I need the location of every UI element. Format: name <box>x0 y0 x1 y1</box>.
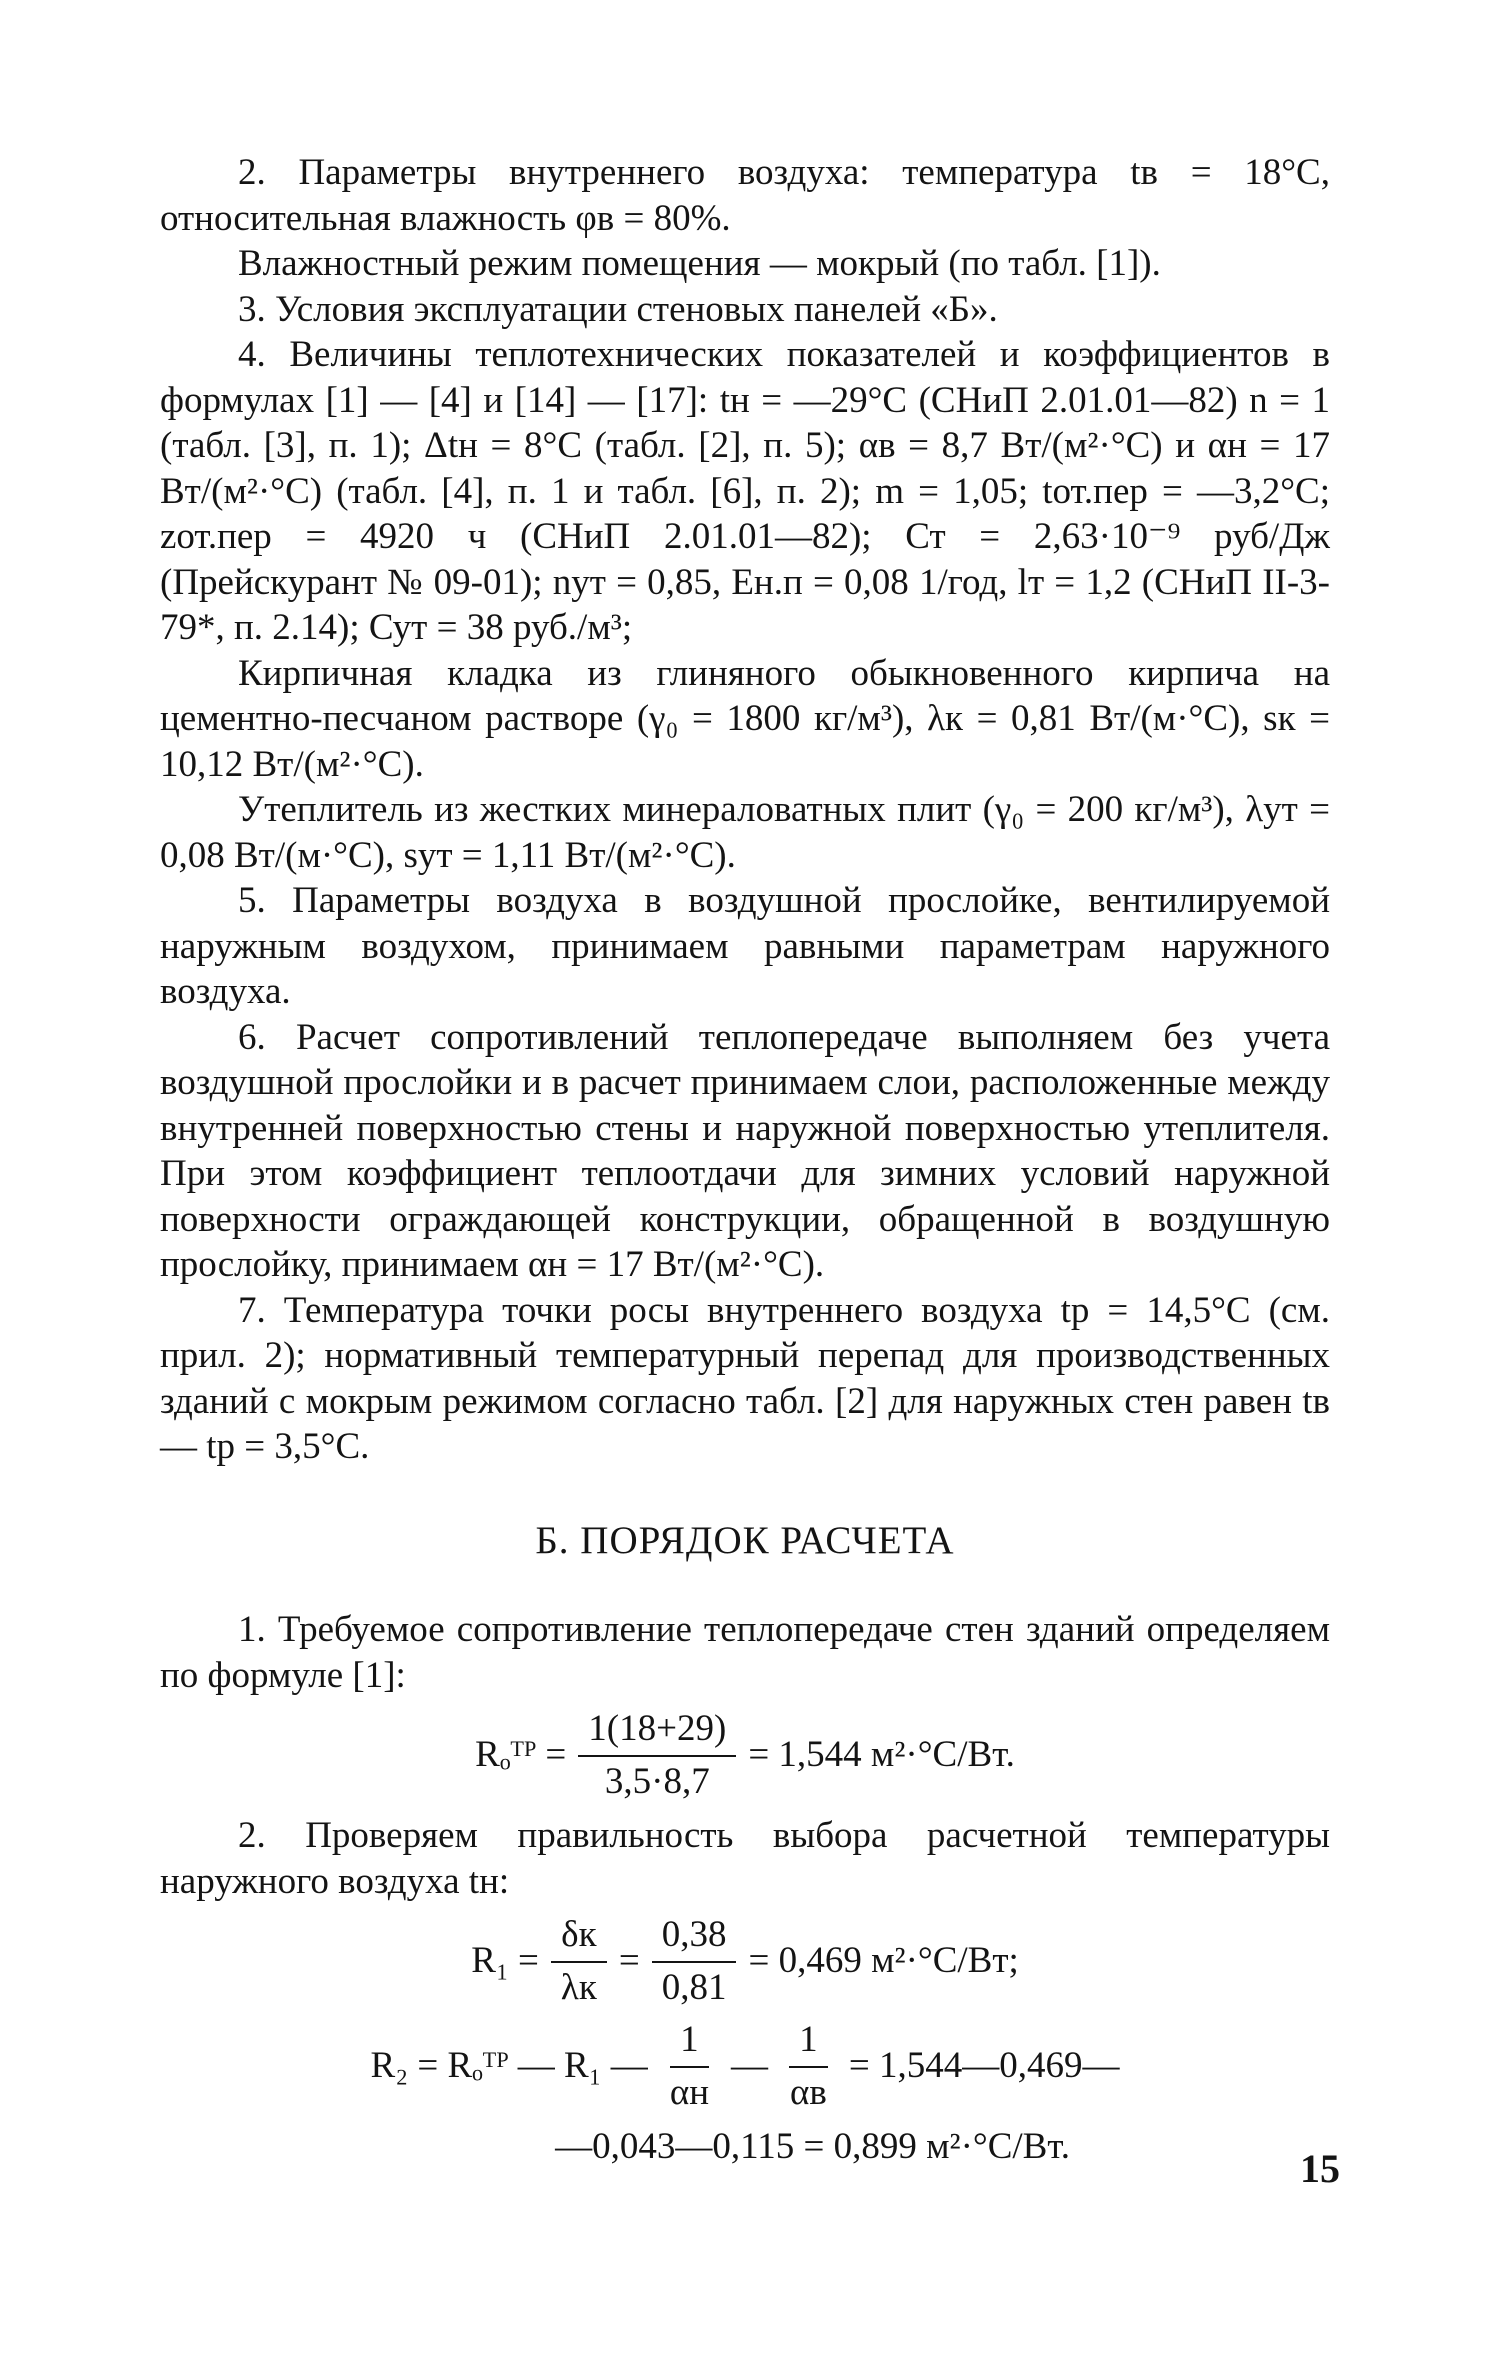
paragraph-insulation: Утеплитель из жестких минераловатных плит (γ₀ = 200 кг/м³), λут = 0,08 Вт/(м·°С), sут = 1,11 Вт/(м²·°С). <box>160 789 1330 876</box>
paragraph-step-1: 1. Требуемое сопротивление теплопередаче стен зданий определяем по формуле [1]: <box>160 1609 1330 1696</box>
paragraph-humidity-mode: Влажностный режим помещения — мокрый (по табл. [1]). <box>238 243 1161 284</box>
numerator: 0,38 <box>652 1914 737 1963</box>
paragraph-brickwork: Кирпичная кладка из глиняного обыкновенного кирпича на цементно-песчаном растворе (γ₀ = 1800 кг/м³), λк = 0,81 Вт/(м·°С), sк = 10,12 Вт/(м²·°С). <box>160 652 1330 785</box>
formula-r2-continuation: —0,043—0,115 = 0,899 м²·°С/Вт. <box>555 2126 1070 2168</box>
formula-r2 <box>160 2019 1330 2114</box>
formula-rhs: = 0,469 м²·°С/Вт; <box>748 1940 1019 1982</box>
paragraph-thermal-values: 4. Величины теплотехнических показателей и коэффициентов в формулах [1] — [4] и [14] — [17]: tн = —29°С (СНиП 2.01.01—82) n = 1 (табл. [3], п. 1); Δtн = 8°С (табл. [2], п. 5); αв = 8,7 Вт/(м²·°С) и αн = 17 Вт/(м²·°С) (табл. [4], п. 1 и табл. [6], п. 2); m = 1,05; tот.пер = —3,2°С; zот.пер = 4920 ч (СНиП 2.01.01—82); Ст = 2,63·10⁻⁹ руб/Дж (Прейскурант № 09-01); nут = 0,85, Ен.п = 0,08 1/год, lт = 1,2 (СНиП II-3-79*, п. 2.14); Сут = 38 руб./м³; <box>160 334 1330 648</box>
denominator: αв <box>790 2071 827 2113</box>
fraction <box>551 1914 607 2009</box>
fraction <box>652 1914 737 2009</box>
paragraph-dew-point: 7. Температура точки росы внутреннего воздуха tр = 14,5°С (см. прил. 2); нормативный температурный перепад для производственных зданий с мокрым режимом согласно табл. [2] для наружных стен равен tв — tр = 3,5°С. <box>160 1289 1330 1467</box>
formula-lhs: R₂ = Rₒᵀᴾ — R₁ — <box>370 2045 648 2087</box>
numerator: 1 <box>789 2019 828 2068</box>
denominator: 0,81 <box>661 1966 727 2008</box>
numerator: δк <box>551 1914 606 1963</box>
formula-required-resistance <box>160 1708 1330 1803</box>
formula-rhs: = 1,544—0,469— <box>848 2045 1120 2087</box>
fraction <box>578 1708 736 1803</box>
paragraph-step-2: 2. Проверяем правильность выбора расчетной температуры наружного воздуха tн: <box>160 1815 1330 1902</box>
paragraph-calculation-method: 6. Расчет сопротивлений теплопередаче выполняем без учета воздушной прослойки и в расчет принимаем слои, расположенные между внутренней поверхностью стены и наружной поверхностью утеплителя. При этом коэффициент теплоотдачи для зимних условий наружной поверхности ограждающей конструкции, обращенной в воздушную прослойку, принимаем αн = 17 Вт/(м²·°С). <box>160 1016 1330 1285</box>
fraction <box>660 2019 719 2114</box>
paragraph-air-gap: 5. Параметры воздуха в воздушной прослойке, вентилируемой наружным воздухом, принимаем равными параметрам наружного воздуха. <box>160 880 1330 1012</box>
minus-sign: — <box>731 2045 768 2087</box>
formula-lhs: Rₒᵀᴾ = <box>475 1734 567 1776</box>
denominator: 3,5·8,7 <box>604 1760 710 1802</box>
numerator: 1 <box>670 2019 709 2068</box>
page-number: 15 <box>1300 2146 1340 2191</box>
body-text <box>160 150 1330 2170</box>
paragraph-operating-conditions: 3. Условия эксплуатации стеновых панелей «Б». <box>238 288 998 330</box>
fraction <box>780 2019 837 2114</box>
paragraph-internal-air: 2. Параметры внутреннего воздуха: температура tв = 18°С, относительная влажность φв = 80%. <box>160 152 1330 239</box>
formula-r1 <box>160 1914 1330 2009</box>
equals-sign: = <box>618 1940 640 1982</box>
formula-rhs: = 1,544 м²·°С/Вт. <box>748 1734 1015 1776</box>
section-heading: Б. ПОРЯДОК РАСЧЕТА <box>535 1518 955 1562</box>
denominator: λк <box>560 1966 597 2008</box>
numerator: 1(18+29) <box>578 1708 736 1757</box>
formula-lhs: R₁ = <box>471 1940 539 1982</box>
denominator: αн <box>669 2071 709 2113</box>
